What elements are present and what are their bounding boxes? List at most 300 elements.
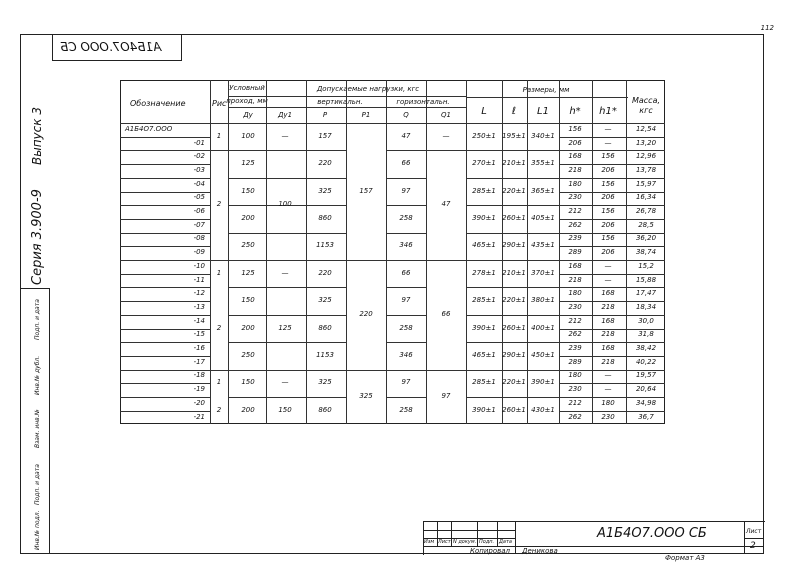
corner-number: 112 [760,24,774,32]
row-divider [559,178,665,179]
dy-cell: 125 [241,159,255,168]
p-cell: 157 [318,131,332,140]
q1-cell: — [442,131,450,140]
l-cell: 278±1 [472,268,496,277]
l1-cell: 370±1 [531,268,555,277]
group-divider [386,205,426,206]
dy-cell: 100 [241,131,255,140]
l-cell: 390±1 [472,405,496,414]
mass-cell: 40,22 [635,357,657,366]
header-horizontal: горизонтальн. [396,98,450,106]
designation-cell: -01 [193,138,205,147]
mass-cell: 30,0 [638,316,654,325]
designation-cell: -05 [193,193,205,202]
stamp-code: А1Б4О7.ООО СБ [597,526,707,541]
header-lc: ℓ [511,106,517,117]
h-cell: 289 [568,248,582,257]
l1-cell: 430±1 [531,405,555,414]
lc-cell: 220±1 [502,296,526,305]
group-divider [386,370,426,371]
header-vertical: вертикальн. [317,98,363,106]
group-divider [426,370,466,371]
group-divider [386,315,426,316]
dy-cell: 200 [241,213,255,222]
stamp-col-4 [497,521,498,546]
row-divider [120,137,210,138]
designation-cell: -21 [193,412,205,421]
h-cell: 212 [568,207,582,216]
left-strip-text-3: Взам. инв.№ [34,409,41,448]
mass-cell: 36,20 [635,234,657,243]
row-divider [559,301,665,302]
column-divider [466,80,467,424]
h-cell: 230 [568,385,582,394]
format-label: Формат А3 [665,554,705,562]
group-divider [228,233,346,234]
group-divider [466,370,559,371]
group-divider [228,287,346,288]
h1-cell: — [604,138,612,147]
group-divider [386,397,426,398]
q1-cell: 97 [441,392,451,400]
group-divider [386,233,426,234]
row-divider [559,287,665,288]
stamp-sheet-number: 2 [750,541,756,551]
fig-cell: 1 [216,378,222,387]
lc-cell: 210±1 [502,159,526,168]
p1-cell: 325 [359,392,373,400]
row-divider [120,233,210,234]
stamp-col-label-1: Изм [424,539,435,545]
row-divider [559,164,665,165]
h1-cell: — [604,371,612,380]
copied-label: Копировал [470,547,510,555]
h-cell: 212 [568,316,582,325]
designation-cell: -04 [193,179,205,188]
group-divider [210,260,228,261]
header-p1: P1 [361,111,371,119]
designation-cell: -16 [193,344,205,353]
q1-cell: 66 [441,309,451,318]
row-divider [120,329,210,330]
l1-cell: 380±1 [531,296,555,305]
mass-cell: 17,47 [635,289,657,298]
h1-cell: 156 [601,152,615,161]
stamp-col-2 [451,521,452,546]
designation-cell: -17 [193,357,205,366]
column-divider [266,80,267,424]
row-divider [120,205,210,206]
row-divider [120,397,210,398]
h-cell: 262 [568,330,582,339]
column-divider [210,80,211,424]
h1-cell: 218 [601,357,615,366]
group-divider [466,150,559,151]
q-cell: 346 [399,241,413,250]
p-cell: 220 [318,159,332,168]
mass-cell: 36,7 [638,412,654,421]
row-divider [120,356,210,357]
row-divider [120,383,210,384]
mass-cell: 12,54 [635,124,657,133]
left-strip-text-1: Инв.№ подл. [34,510,41,550]
copied-name: Деникова [522,547,558,555]
p-cell: 325 [318,186,332,195]
q-cell: 258 [399,405,413,414]
header-mass-2: кгс [639,106,653,115]
mass-cell: 15,88 [635,275,657,284]
h-cell: 168 [568,261,582,270]
dy-cell: 150 [241,296,255,305]
designation-cell: -19 [193,385,205,394]
h-cell: 239 [568,234,582,243]
h1-cell: 230 [601,412,615,421]
p-cell: 860 [318,323,332,332]
dy1-cell: 100 [278,200,292,209]
group-divider [466,287,559,288]
h1-cell: 180 [601,398,615,407]
dy-cell: 250 [241,350,255,359]
column-divider [559,80,560,424]
q-cell: 97 [401,186,411,195]
lc-cell: 210±1 [502,268,526,277]
dy1-cell: — [281,268,289,277]
h1-cell: 206 [601,165,615,174]
row-divider [120,274,210,275]
mass-cell: 34,98 [635,398,657,407]
group-divider [266,150,306,151]
row-divider [559,370,665,371]
column-divider [346,80,347,424]
lc-cell: 290±1 [502,241,526,250]
h-cell: 180 [568,179,582,188]
h-cell: 239 [568,344,582,353]
q-cell: 258 [399,323,413,332]
group-divider [386,287,426,288]
row-divider [120,246,210,247]
h1-cell: — [604,261,612,270]
p-cell: 860 [318,405,332,414]
mass-cell: 19,57 [635,371,657,380]
h-cell: 289 [568,357,582,366]
stamp-col-label-2: Лист [438,539,451,545]
l1-cell: 365±1 [531,186,555,195]
fig-cell: 2 [216,405,222,414]
stamp-sheet-label: Лист [746,528,762,535]
dy-cell: 200 [241,323,255,332]
left-strip-text-5: Подп. и дата [34,299,41,340]
mass-cell: 15,97 [635,179,657,188]
column-divider [346,96,347,123]
p1-cell: 220 [359,309,373,318]
p-cell: 1153 [316,350,334,359]
designation-cell: -10 [193,261,205,270]
column-divider [626,80,627,424]
column-divider [527,80,528,424]
row-divider [120,219,210,220]
q-cell: 346 [399,350,413,359]
lc-cell: 260±1 [502,405,526,414]
row-divider [559,315,665,316]
h-cell: 180 [568,289,582,298]
q-cell: 47 [401,131,411,140]
column-divider [426,80,427,424]
lc-cell: 260±1 [502,213,526,222]
row-divider [120,315,210,316]
designation-cell: -06 [193,207,205,216]
designation-cell: -07 [193,220,205,229]
header-nominal-2: проход, мм [226,97,268,105]
header-l1: L1 [537,106,549,117]
designation-cell: -02 [193,152,205,161]
header-fig: Рис [212,99,227,108]
q-cell: 258 [399,213,413,222]
group-divider [466,233,559,234]
group-divider [228,397,346,398]
dy1-cell: — [281,131,289,140]
dy-cell: 125 [241,268,255,277]
mass-cell: 12,96 [635,152,657,161]
row-divider [559,342,665,343]
designation-cell: -20 [193,398,205,407]
header-nominal: Условный [229,84,265,92]
row-divider [559,383,665,384]
group-divider [386,260,426,261]
mass-cell: 13,20 [635,138,657,147]
l1-cell: 400±1 [531,323,555,332]
l-cell: 465±1 [472,350,496,359]
left-strip-text-4: Инв.№ дубл. [34,355,41,395]
group-divider [228,178,346,179]
column-divider [592,80,593,424]
fig-cell: 1 [216,268,222,277]
header-dy1: Ду1 [277,111,293,119]
mass-cell: 20,64 [635,385,657,394]
mass-cell: 16,34 [635,193,657,202]
column-divider [306,80,307,424]
lc-cell: 290±1 [502,350,526,359]
row-divider [559,356,665,357]
lc-cell: 195±1 [502,131,526,140]
l-cell: 465±1 [472,241,496,250]
row-divider [120,192,210,193]
l1-cell: 390±1 [531,378,555,387]
h1-cell: — [604,385,612,394]
lc-cell: 220±1 [502,186,526,195]
l-cell: 285±1 [472,296,496,305]
mass-cell: 38,42 [635,344,657,353]
dy-cell: 150 [241,186,255,195]
h1-cell: 156 [601,234,615,243]
group-divider [210,370,228,371]
header-dims: Размеры, мм [522,86,570,94]
row-divider [559,397,665,398]
row-divider [559,219,665,220]
stamp-col-label-3: N докум. [453,539,477,545]
dy-cell: 200 [241,405,255,414]
designation-cell: -08 [193,234,205,243]
h1-cell: 168 [601,289,615,298]
dy1-cell: 150 [278,405,292,414]
row-divider [120,342,210,343]
fig-cell: 1 [216,131,222,140]
column-divider [266,96,267,123]
group-divider [466,205,559,206]
h-cell: 206 [568,138,582,147]
header-q1: Q1 [441,111,451,119]
stamp-col-5 [515,521,516,554]
header-q: Q [403,111,409,119]
row-divider [559,150,665,151]
dy1-cell: — [281,378,289,387]
designation-cell: -03 [193,165,205,174]
header-designation: Обозначение [130,99,186,108]
row-divider [120,287,210,288]
designation-cell: -15 [193,330,205,339]
designation-cell: -09 [193,248,205,257]
row-divider [559,329,665,330]
dy-cell: 150 [241,378,255,387]
stamp-line-4 [744,538,764,539]
designation-cell: -12 [193,289,205,298]
h1-cell: 156 [601,207,615,216]
h-cell: 230 [568,302,582,311]
mass-cell: 13,78 [635,165,657,174]
l1-cell: 340±1 [531,131,555,140]
row-divider [120,178,210,179]
h1-cell: 156 [601,179,615,188]
header-mass: Масса, [631,96,661,105]
group-divider [386,150,426,151]
group-divider [426,150,466,151]
dy-cell: 250 [241,241,255,250]
lc-cell: 220±1 [502,378,526,387]
l1-cell: 405±1 [531,213,555,222]
lc-cell: 260±1 [502,323,526,332]
h-cell: 218 [568,165,582,174]
q-cell: 66 [401,268,411,277]
group-divider [346,260,386,261]
group-divider [426,260,466,261]
row-divider [120,260,210,261]
mass-cell: 28,5 [638,220,654,229]
row-divider [120,150,210,151]
designation-cell: -18 [193,371,205,380]
h1-cell: 206 [601,220,615,229]
l-cell: 390±1 [472,323,496,332]
h-cell: 168 [568,152,582,161]
group-divider [228,315,346,316]
p-cell: 220 [318,268,332,277]
l-cell: 250±1 [472,131,496,140]
group-divider [266,260,306,261]
row-divider [559,246,665,247]
row-divider [120,301,210,302]
h-cell: 180 [568,371,582,380]
l-cell: 285±1 [472,378,496,387]
mass-cell: 18,34 [635,302,657,311]
group-divider [210,150,228,151]
mirrored-code: А1Б4О7.ООО СБ [60,40,162,54]
l-cell: 390±1 [472,213,496,222]
h1-cell: — [604,275,612,284]
designation-cell: А1Б4О7.ООО [125,124,173,133]
group-divider [346,370,386,371]
l-cell: 285±1 [472,186,496,195]
p-cell: 325 [318,378,332,387]
group-divider [386,342,426,343]
row-divider [120,411,210,412]
h-cell: 230 [568,193,582,202]
h-cell: 212 [568,398,582,407]
h1-cell: 168 [601,344,615,353]
issue-label: Выпуск 3 [30,107,44,165]
column-divider [386,80,387,424]
row-divider [559,205,665,206]
column-divider [228,80,229,424]
left-strip-text-2: Подп. и дата [34,464,41,505]
p-cell: 1153 [316,241,334,250]
p-cell: 325 [318,296,332,305]
header-loads: Допускаемые нагрузки, кгс [316,85,420,93]
h1-cell: — [604,124,612,133]
row-divider [559,137,665,138]
header-p: P [322,111,328,119]
header-h1: h1* [599,106,617,117]
designation-cell: -13 [193,302,205,311]
row-divider [559,411,665,412]
group-divider [266,370,306,371]
header-l: L [481,106,487,117]
mass-cell: 31,8 [638,330,654,339]
group-divider [386,178,426,179]
column-divider [426,96,427,123]
group-divider [466,178,559,179]
l1-cell: 435±1 [531,241,555,250]
h-cell: 262 [568,412,582,421]
mass-cell: 15,2 [638,261,654,270]
row-divider [559,260,665,261]
designation-cell: -14 [193,316,205,325]
row-divider [559,192,665,193]
l-cell: 270±1 [472,159,496,168]
group-divider [466,315,559,316]
h1-cell: 218 [601,302,615,311]
h-cell: 262 [568,220,582,229]
h1-cell: 206 [601,193,615,202]
q1-cell: 47 [441,200,451,209]
q-cell: 97 [401,296,411,305]
header-h: h* [569,106,581,117]
group-divider [466,342,559,343]
designation-cell: -11 [193,275,205,284]
series-label: Серия 3.900-9 [30,189,45,285]
h1-cell: 218 [601,330,615,339]
q-cell: 97 [401,378,411,387]
row-divider [120,164,210,165]
h1-cell: 168 [601,316,615,325]
row-divider [559,233,665,234]
header-dy: Ду [243,111,253,119]
l1-cell: 450±1 [531,350,555,359]
mass-cell: 38,74 [635,248,657,257]
fig-cell: 2 [216,200,222,209]
row-divider [559,274,665,275]
group-divider [228,342,346,343]
stamp-col-label-4: Подп. [479,539,495,545]
stamp-col-3 [477,521,478,546]
h-cell: 156 [568,124,582,133]
